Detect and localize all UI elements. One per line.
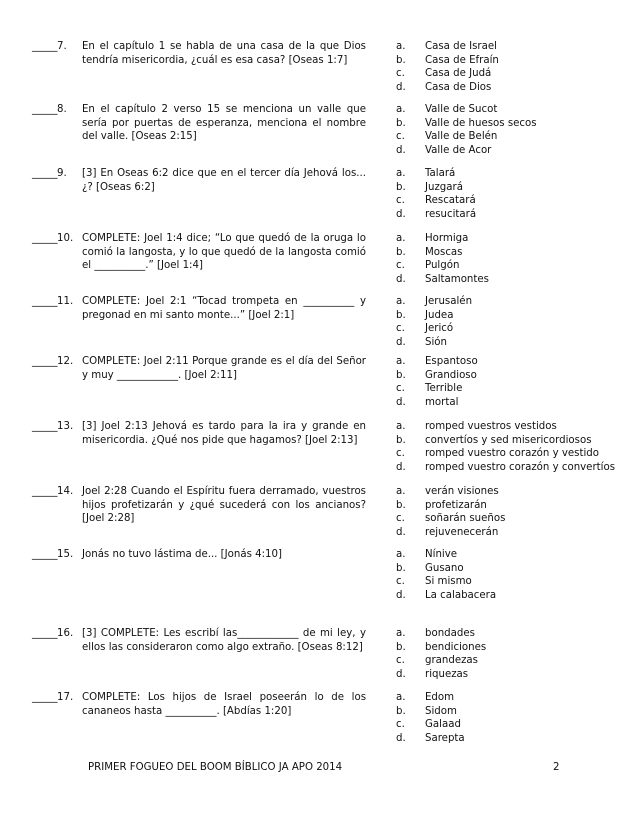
page-number: 2 [553, 762, 560, 773]
question-text: [3] COMPLETE: Les escribí las____________ de mi ley, y ellos las consideraron como algo extraño. [Oseas 8:12] [82, 628, 366, 653]
option-d: d. Sarepta [396, 732, 465, 744]
question-number: 15. [57, 549, 74, 560]
answer-blank: _____ [32, 486, 58, 497]
option-c: c. Galaad [396, 719, 461, 731]
question-number: 8. [57, 104, 67, 115]
question-number: 7. [57, 41, 67, 52]
answer-blank: _____ [32, 549, 58, 560]
option-c: c. Terrible [396, 383, 463, 395]
option-b: b. Grandioso [396, 369, 477, 381]
options [396, 548, 636, 602]
option-d: d. Sión [396, 336, 447, 348]
question-text: En el capítulo 2 verso 15 se menciona un valle que sería por puertas de esperanza, menciona el nombre del valle. [Oseas 2:15] [82, 104, 366, 143]
question-text: Joel 2:28 Cuando el Espíritu fuera derramado, vuestros hijos profetizarán y ¿qué sucederá con los ancianos? [Joel 2:28] [82, 486, 366, 525]
option-c: c. Pulgón [396, 260, 460, 272]
option-c: c. Jericó [396, 323, 454, 335]
option-a: a. Edom [396, 692, 455, 703]
footer-title: PRIMER FOGUEO DEL BOOM BÍBLICO JA APO 2014 [88, 762, 343, 773]
question-number: 17. [57, 692, 74, 703]
answer-blank: _____ [32, 233, 58, 244]
option-d: d. rejuvenecerán [396, 526, 499, 538]
options [396, 40, 636, 94]
options [396, 232, 636, 286]
options [396, 103, 636, 157]
option-b: b. Valle de huesos secos [396, 117, 537, 129]
answer-blank: _____ [32, 692, 58, 703]
option-b: b. Juzgará [396, 181, 463, 193]
option-a: a. bondades [396, 628, 475, 639]
option-d: d. La calabacera [396, 589, 497, 601]
option-a: a. Jerusalén [396, 296, 473, 307]
option-d: d. romped vuestro corazón y convertíos [396, 461, 616, 473]
option-a: a. Valle de Sucot [396, 104, 498, 115]
option-c: c. Valle de Belén [396, 131, 498, 143]
question-text: [3] Joel 2:13 Jehová es tardo para la ira y grande en misericordia. ¿Qué nos pide que hagamos? [Joel 2:13] [82, 421, 366, 446]
question-text: En el capítulo 1 se habla de una casa de la que Dios tendría misericordia, ¿cuál es esa casa? [Oseas 1:7] [82, 41, 366, 66]
question-text: COMPLETE: Joel 2:11 Porque grande es el día del Señor y muy ____________. [Joel 2:11] [82, 356, 366, 381]
options [396, 485, 636, 539]
option-c: c. Rescatará [396, 195, 476, 207]
option-c: c. romped vuestro corazón y vestido [396, 448, 599, 460]
option-c: c. Si mismo [396, 576, 472, 588]
question-number: 14. [57, 486, 74, 497]
option-a: a. Casa de Israel [396, 41, 497, 52]
option-c: c. Casa de Judá [396, 68, 492, 80]
answer-blank: _____ [32, 104, 58, 115]
option-b: b. Gusano [396, 562, 464, 574]
answer-blank: _____ [32, 168, 58, 179]
answer-blank: _____ [32, 296, 58, 307]
question-number: 11. [57, 296, 74, 307]
question-text: [3] En Oseas 6:2 dice que en el tercer día Jehová los...¿? [Oseas 6:2] [82, 168, 366, 193]
option-b: b. Sidom [396, 705, 457, 717]
question-number: 16. [57, 628, 74, 639]
option-d: d. resucitará [396, 208, 477, 220]
question-text: COMPLETE: Joel 1:4 dice; “Lo que quedó de la oruga lo comió la langosta, y lo que quedó de la langosta comió el __________.” [Joel 1:4] [82, 233, 366, 272]
option-d: d. Casa de Dios [396, 81, 492, 93]
options [396, 295, 636, 349]
option-b: b. Casa de Efraín [396, 54, 499, 66]
option-b: b. convertíos y sed misericordiosos [396, 434, 592, 446]
option-b: b. bendiciones [396, 641, 487, 653]
option-c: c. grandezas [396, 655, 478, 667]
answer-blank: _____ [32, 41, 58, 52]
option-d: d. Saltamontes [396, 273, 489, 285]
option-c: c. soñarán sueños [396, 513, 506, 525]
option-a: a. romped vuestros vestidos [396, 421, 557, 432]
option-a: a. Nínive [396, 549, 458, 560]
options [396, 355, 636, 409]
question-number: 13. [57, 421, 74, 432]
option-d: d. Valle de Acor [396, 144, 492, 156]
options [396, 691, 636, 745]
option-d: d. mortal [396, 396, 459, 408]
answer-blank: _____ [32, 356, 58, 367]
options [396, 167, 636, 221]
option-a: a. verán visiones [396, 486, 499, 497]
option-b: b. Moscas [396, 246, 463, 258]
question-text: Jonás no tuvo lástima de... [Jonás 4:10] [82, 549, 282, 560]
options [396, 420, 636, 474]
question-text: COMPLETE: Los hijos de Israel poseerán lo de los cananeos hasta __________. [Abdías 1:20] [82, 692, 366, 717]
option-a: a. Hormiga [396, 233, 469, 244]
question-number: 12. [57, 356, 74, 367]
question-text: COMPLETE: Joel 2:1 “Tocad trompeta en __________ y pregonad en mi santo monte...” [Joel 2:1] [82, 296, 366, 321]
question-number: 9. [57, 168, 67, 179]
option-a: a. Espantoso [396, 356, 478, 367]
option-b: b. profetizarán [396, 499, 487, 511]
question-number: 10. [57, 233, 74, 244]
options [396, 627, 636, 681]
answer-blank: _____ [32, 421, 58, 432]
option-d: d. riquezas [396, 668, 469, 680]
answer-blank: _____ [32, 628, 58, 639]
option-b: b. Judea [396, 309, 454, 321]
option-a: a. Talará [396, 168, 456, 179]
